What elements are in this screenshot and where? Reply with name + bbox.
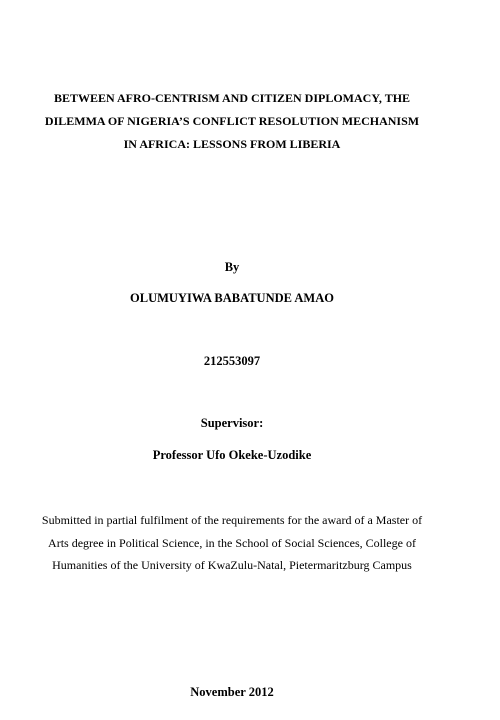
submission-statement (0, 509, 464, 577)
student-number: 212553097 (203, 354, 261, 368)
submission-date: November 2012 (190, 685, 274, 699)
submission-line-1: Submitted in partial fulfilment of the requirements for the award of a Master of (41, 513, 423, 527)
supervisor-label: Supervisor: (200, 416, 264, 430)
thesis-title-line-3: IN AFRICA: LESSONS FROM LIBERIA (123, 137, 341, 151)
author-name: OLUMUYIWA BABATUNDE AMAO (130, 291, 334, 305)
by-label: By (224, 260, 240, 274)
thesis-title-line-2: DILEMMA OF NIGERIA’S CONFLICT RESOLUTION MECHANISM (44, 114, 420, 128)
submission-line-3: Humanities of the University of KwaZulu-Natal, Pietermaritzburg Campus (52, 558, 412, 572)
thesis-title-line-1: BETWEEN AFRO-CENTRISM AND CITIZEN DIPLOMACY, THE (53, 91, 411, 105)
supervisor-name: Professor Ufo Okeke-Uzodike (152, 448, 312, 462)
submission-line-2: Arts degree in Political Science, in the School of Social Sciences, College of (48, 535, 416, 550)
thesis-title (0, 87, 464, 156)
